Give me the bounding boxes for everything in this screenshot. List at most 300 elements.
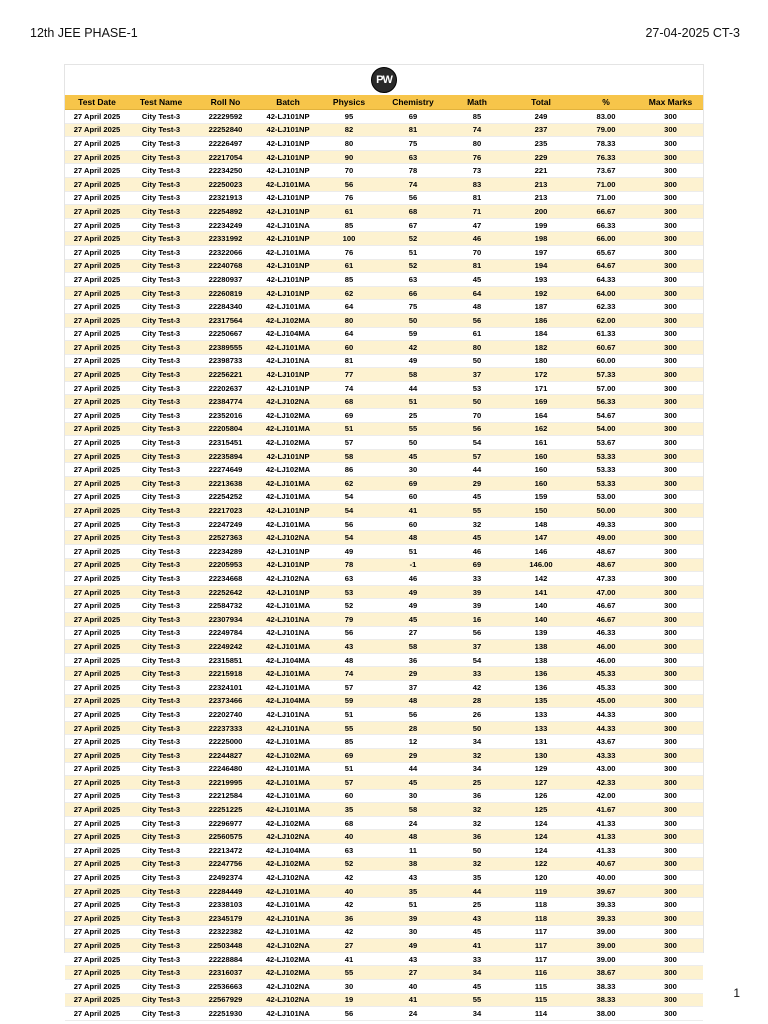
table-row: [65, 531, 703, 545]
cell-physics: 79: [318, 612, 380, 626]
cell-physics: 19: [318, 993, 380, 1007]
cell-total: 136: [508, 667, 574, 681]
cell-max-marks: 300: [638, 640, 703, 654]
cell-percent: 57.33: [574, 368, 638, 382]
cell-test-date: 27 April 2025: [65, 558, 129, 572]
cell-chemistry: 28: [380, 721, 446, 735]
cell-total: 127: [508, 776, 574, 790]
column-header-math: Math: [446, 95, 508, 110]
cell-test-date: 27 April 2025: [65, 300, 129, 314]
cell-total: 115: [508, 980, 574, 994]
cell-roll-no: 22217054: [193, 150, 258, 164]
cell-math: 47: [446, 218, 508, 232]
cell-test-name: City Test-3: [129, 123, 193, 137]
cell-math: 69: [446, 558, 508, 572]
cell-test-date: 27 April 2025: [65, 993, 129, 1007]
cell-test-date: 27 April 2025: [65, 776, 129, 790]
cell-roll-no: 22260819: [193, 286, 258, 300]
cell-total: 131: [508, 735, 574, 749]
cell-test-name: City Test-3: [129, 490, 193, 504]
cell-max-marks: 300: [638, 803, 703, 817]
cell-test-date: 27 April 2025: [65, 844, 129, 858]
cell-batch: 42-LJ102MA: [258, 313, 318, 327]
cell-batch: 42-LJ101MA: [258, 490, 318, 504]
cell-percent: 38.00: [574, 1007, 638, 1021]
cell-total: 160: [508, 463, 574, 477]
cell-total: 148: [508, 517, 574, 531]
cell-test-date: 27 April 2025: [65, 245, 129, 259]
cell-percent: 39.67: [574, 884, 638, 898]
cell-physics: 80: [318, 313, 380, 327]
cell-total: 140: [508, 599, 574, 613]
cell-math: 45: [446, 490, 508, 504]
cell-batch: 42-LJ102MA: [258, 966, 318, 980]
cell-physics: 59: [318, 694, 380, 708]
cell-percent: 49.00: [574, 531, 638, 545]
table-row: [65, 395, 703, 409]
cell-max-marks: 300: [638, 694, 703, 708]
document-date-label: 27-04-2025 CT-3: [645, 26, 740, 40]
cell-physics: 63: [318, 572, 380, 586]
cell-test-name: City Test-3: [129, 980, 193, 994]
cell-chemistry: 42: [380, 341, 446, 355]
cell-math: 61: [446, 327, 508, 341]
table-row: [65, 599, 703, 613]
cell-percent: 64.67: [574, 259, 638, 273]
cell-batch: 42-LJ102MA: [258, 952, 318, 966]
cell-test-date: 27 April 2025: [65, 789, 129, 803]
cell-total: 229: [508, 150, 574, 164]
cell-total: 140: [508, 612, 574, 626]
table-row: [65, 463, 703, 477]
table-row: [65, 218, 703, 232]
column-header-test-name: Test Name: [129, 95, 193, 110]
cell-percent: 79.00: [574, 123, 638, 137]
cell-total: 184: [508, 327, 574, 341]
cell-math: 44: [446, 463, 508, 477]
cell-math: 34: [446, 966, 508, 980]
cell-math: 56: [446, 313, 508, 327]
cell-test-date: 27 April 2025: [65, 925, 129, 939]
cell-chemistry: 35: [380, 884, 446, 898]
cell-percent: 57.00: [574, 381, 638, 395]
cell-test-date: 27 April 2025: [65, 762, 129, 776]
cell-test-name: City Test-3: [129, 341, 193, 355]
cell-percent: 46.00: [574, 640, 638, 654]
cell-roll-no: 22234250: [193, 164, 258, 178]
cell-roll-no: 22373466: [193, 694, 258, 708]
table-row: [65, 694, 703, 708]
cell-batch: 42-LJ101NA: [258, 912, 318, 926]
cell-physics: 76: [318, 245, 380, 259]
cell-test-name: City Test-3: [129, 164, 193, 178]
cell-batch: 42-LJ101MA: [258, 422, 318, 436]
column-header-batch: Batch: [258, 95, 318, 110]
cell-physics: 42: [318, 925, 380, 939]
cell-batch: 42-LJ101MA: [258, 925, 318, 939]
table-row: [65, 980, 703, 994]
cell-percent: 46.33: [574, 626, 638, 640]
cell-percent: 46.00: [574, 653, 638, 667]
cell-test-name: City Test-3: [129, 177, 193, 191]
cell-total: 116: [508, 966, 574, 980]
cell-physics: 57: [318, 680, 380, 694]
cell-test-date: 27 April 2025: [65, 490, 129, 504]
cell-chemistry: 11: [380, 844, 446, 858]
cell-total: 235: [508, 137, 574, 151]
cell-batch: 42-LJ101NP: [258, 381, 318, 395]
cell-test-date: 27 April 2025: [65, 694, 129, 708]
cell-chemistry: 81: [380, 123, 446, 137]
cell-percent: 66.00: [574, 232, 638, 246]
cell-math: 53: [446, 381, 508, 395]
cell-test-date: 27 April 2025: [65, 952, 129, 966]
cell-percent: 39.33: [574, 912, 638, 926]
cell-max-marks: 300: [638, 218, 703, 232]
cell-batch: 42-LJ101MA: [258, 477, 318, 491]
cell-percent: 40.67: [574, 857, 638, 871]
cell-max-marks: 300: [638, 762, 703, 776]
cell-chemistry: 52: [380, 259, 446, 273]
cell-chemistry: 60: [380, 517, 446, 531]
cell-test-name: City Test-3: [129, 477, 193, 491]
cell-test-date: 27 April 2025: [65, 341, 129, 355]
table-row: [65, 776, 703, 790]
cell-test-date: 27 April 2025: [65, 232, 129, 246]
cell-physics: 53: [318, 585, 380, 599]
cell-roll-no: 22250023: [193, 177, 258, 191]
cell-physics: 85: [318, 735, 380, 749]
cell-chemistry: 44: [380, 762, 446, 776]
cell-batch: 42-LJ101MA: [258, 898, 318, 912]
cell-math: 16: [446, 612, 508, 626]
cell-test-name: City Test-3: [129, 300, 193, 314]
cell-max-marks: 300: [638, 980, 703, 994]
cell-test-name: City Test-3: [129, 1007, 193, 1021]
cell-roll-no: 22213638: [193, 477, 258, 491]
cell-max-marks: 300: [638, 395, 703, 409]
table-row: [65, 436, 703, 450]
cell-test-name: City Test-3: [129, 925, 193, 939]
cell-roll-no: 22234668: [193, 572, 258, 586]
cell-math: 54: [446, 653, 508, 667]
cell-test-date: 27 April 2025: [65, 871, 129, 885]
logo-area: [65, 65, 703, 95]
cell-chemistry: 49: [380, 585, 446, 599]
cell-chemistry: 27: [380, 626, 446, 640]
cell-test-date: 27 April 2025: [65, 884, 129, 898]
cell-max-marks: 300: [638, 558, 703, 572]
cell-physics: 76: [318, 191, 380, 205]
cell-physics: 56: [318, 177, 380, 191]
cell-chemistry: 46: [380, 572, 446, 586]
cell-roll-no: 22321913: [193, 191, 258, 205]
cell-math: 34: [446, 762, 508, 776]
cell-physics: 42: [318, 871, 380, 885]
cell-total: 126: [508, 789, 574, 803]
cell-max-marks: 300: [638, 735, 703, 749]
cell-test-name: City Test-3: [129, 245, 193, 259]
cell-chemistry: 49: [380, 599, 446, 613]
cell-percent: 39.00: [574, 952, 638, 966]
cell-physics: 56: [318, 517, 380, 531]
cell-roll-no: 22244827: [193, 748, 258, 762]
cell-physics: 27: [318, 939, 380, 953]
cell-test-name: City Test-3: [129, 368, 193, 382]
cell-roll-no: 22229592: [193, 110, 258, 124]
cell-total: 118: [508, 912, 574, 926]
table-row: [65, 939, 703, 953]
cell-max-marks: 300: [638, 1007, 703, 1021]
cell-test-name: City Test-3: [129, 517, 193, 531]
cell-test-name: City Test-3: [129, 871, 193, 885]
cell-test-name: City Test-3: [129, 259, 193, 273]
cell-roll-no: 22240768: [193, 259, 258, 273]
cell-test-date: 27 April 2025: [65, 286, 129, 300]
cell-test-date: 27 April 2025: [65, 708, 129, 722]
cell-chemistry: 30: [380, 463, 446, 477]
cell-total: 114: [508, 1007, 574, 1021]
cell-physics: 36: [318, 912, 380, 926]
cell-max-marks: 300: [638, 952, 703, 966]
cell-chemistry: 24: [380, 816, 446, 830]
cell-roll-no: 22202637: [193, 381, 258, 395]
cell-max-marks: 300: [638, 993, 703, 1007]
cell-physics: 60: [318, 789, 380, 803]
cell-physics: 55: [318, 966, 380, 980]
cell-total: 125: [508, 803, 574, 817]
cell-batch: 42-LJ101MA: [258, 680, 318, 694]
cell-math: 32: [446, 816, 508, 830]
cell-roll-no: 22251930: [193, 1007, 258, 1021]
cell-physics: 43: [318, 640, 380, 654]
cell-batch: 42-LJ101NP: [258, 137, 318, 151]
cell-total: 169: [508, 395, 574, 409]
cell-physics: 64: [318, 300, 380, 314]
table-row: [65, 952, 703, 966]
cell-test-name: City Test-3: [129, 436, 193, 450]
cell-test-date: 27 April 2025: [65, 830, 129, 844]
cell-percent: 48.67: [574, 545, 638, 559]
cell-percent: 50.00: [574, 504, 638, 518]
cell-math: 50: [446, 354, 508, 368]
cell-test-name: City Test-3: [129, 572, 193, 586]
cell-max-marks: 300: [638, 531, 703, 545]
cell-test-date: 27 April 2025: [65, 1007, 129, 1021]
cell-roll-no: 22202740: [193, 708, 258, 722]
table-header-row: [65, 95, 703, 110]
document-title: 12th JEE PHASE-1: [30, 26, 138, 40]
cell-total: 124: [508, 844, 574, 858]
table-row: [65, 558, 703, 572]
cell-max-marks: 300: [638, 939, 703, 953]
cell-test-name: City Test-3: [129, 721, 193, 735]
cell-percent: 53.33: [574, 463, 638, 477]
table-row: [65, 884, 703, 898]
cell-math: 71: [446, 205, 508, 219]
table-row: [65, 857, 703, 871]
cell-total: 160: [508, 449, 574, 463]
cell-test-date: 27 April 2025: [65, 653, 129, 667]
results-table: [65, 95, 703, 1021]
cell-percent: 53.33: [574, 477, 638, 491]
cell-physics: 85: [318, 273, 380, 287]
cell-test-name: City Test-3: [129, 599, 193, 613]
cell-total: 120: [508, 871, 574, 885]
cell-total: 146: [508, 545, 574, 559]
cell-test-name: City Test-3: [129, 531, 193, 545]
cell-total: 172: [508, 368, 574, 382]
cell-physics: 62: [318, 286, 380, 300]
cell-max-marks: 300: [638, 259, 703, 273]
cell-roll-no: 22249784: [193, 626, 258, 640]
cell-physics: 40: [318, 830, 380, 844]
cell-test-name: City Test-3: [129, 708, 193, 722]
table-row: [65, 653, 703, 667]
cell-test-date: 27 April 2025: [65, 640, 129, 654]
cell-roll-no: 22251225: [193, 803, 258, 817]
cell-test-date: 27 April 2025: [65, 748, 129, 762]
cell-batch: 42-LJ101NP: [258, 150, 318, 164]
cell-test-date: 27 April 2025: [65, 898, 129, 912]
cell-max-marks: 300: [638, 789, 703, 803]
cell-physics: 52: [318, 599, 380, 613]
cell-max-marks: 300: [638, 436, 703, 450]
cell-total: 221: [508, 164, 574, 178]
cell-chemistry: 52: [380, 232, 446, 246]
cell-batch: 42-LJ101NA: [258, 708, 318, 722]
cell-max-marks: 300: [638, 245, 703, 259]
cell-batch: 42-LJ102NA: [258, 395, 318, 409]
cell-math: 70: [446, 409, 508, 423]
cell-physics: 90: [318, 150, 380, 164]
cell-max-marks: 300: [638, 816, 703, 830]
cell-test-date: 27 April 2025: [65, 626, 129, 640]
cell-max-marks: 300: [638, 191, 703, 205]
column-header-test-date: Test Date: [65, 95, 129, 110]
cell-max-marks: 300: [638, 368, 703, 382]
table-row: [65, 585, 703, 599]
cell-test-name: City Test-3: [129, 898, 193, 912]
cell-roll-no: 22536663: [193, 980, 258, 994]
cell-physics: 62: [318, 477, 380, 491]
cell-max-marks: 300: [638, 912, 703, 926]
cell-math: 81: [446, 191, 508, 205]
table-row: [65, 966, 703, 980]
cell-math: 50: [446, 395, 508, 409]
cell-total: 130: [508, 748, 574, 762]
cell-total: 160: [508, 477, 574, 491]
cell-physics: 63: [318, 844, 380, 858]
cell-total: 194: [508, 259, 574, 273]
cell-roll-no: 22316037: [193, 966, 258, 980]
cell-max-marks: 300: [638, 966, 703, 980]
cell-test-date: 27 April 2025: [65, 721, 129, 735]
cell-percent: 44.33: [574, 708, 638, 722]
cell-math: 25: [446, 776, 508, 790]
cell-roll-no: 22274649: [193, 463, 258, 477]
table-row: [65, 205, 703, 219]
table-row: [65, 1007, 703, 1021]
cell-math: 36: [446, 830, 508, 844]
cell-test-date: 27 April 2025: [65, 545, 129, 559]
cell-math: 85: [446, 110, 508, 124]
cell-physics: 56: [318, 1007, 380, 1021]
table-row: [65, 871, 703, 885]
cell-max-marks: 300: [638, 517, 703, 531]
cell-total: 171: [508, 381, 574, 395]
cell-total: 199: [508, 218, 574, 232]
cell-percent: 39.33: [574, 898, 638, 912]
cell-chemistry: 78: [380, 164, 446, 178]
cell-test-name: City Test-3: [129, 422, 193, 436]
cell-math: 39: [446, 585, 508, 599]
cell-roll-no: 22492374: [193, 871, 258, 885]
cell-total: 237: [508, 123, 574, 137]
cell-batch: 42-LJ101NP: [258, 164, 318, 178]
cell-total: 161: [508, 436, 574, 450]
cell-physics: 57: [318, 776, 380, 790]
cell-roll-no: 22226497: [193, 137, 258, 151]
cell-total: 162: [508, 422, 574, 436]
cell-roll-no: 22247249: [193, 517, 258, 531]
cell-math: 32: [446, 517, 508, 531]
cell-batch: 42-LJ102MA: [258, 409, 318, 423]
cell-batch: 42-LJ101NP: [258, 585, 318, 599]
cell-roll-no: 22527363: [193, 531, 258, 545]
cell-batch: 42-LJ101MA: [258, 245, 318, 259]
cell-roll-no: 22352016: [193, 409, 258, 423]
table-row: [65, 830, 703, 844]
cell-physics: 68: [318, 395, 380, 409]
cell-chemistry: 58: [380, 640, 446, 654]
cell-max-marks: 300: [638, 273, 703, 287]
cell-test-name: City Test-3: [129, 993, 193, 1007]
cell-physics: 70: [318, 164, 380, 178]
cell-percent: 38.33: [574, 980, 638, 994]
cell-chemistry: 44: [380, 381, 446, 395]
cell-total: 138: [508, 640, 574, 654]
cell-physics: 42: [318, 898, 380, 912]
cell-physics: 60: [318, 341, 380, 355]
cell-math: 54: [446, 436, 508, 450]
cell-test-name: City Test-3: [129, 830, 193, 844]
cell-test-name: City Test-3: [129, 558, 193, 572]
cell-batch: 42-LJ101NA: [258, 218, 318, 232]
cell-batch: 42-LJ102MA: [258, 463, 318, 477]
table-row: [65, 844, 703, 858]
cell-math: 26: [446, 708, 508, 722]
cell-percent: 38.33: [574, 993, 638, 1007]
cell-math: 28: [446, 694, 508, 708]
cell-percent: 39.00: [574, 925, 638, 939]
cell-test-name: City Test-3: [129, 449, 193, 463]
cell-test-name: City Test-3: [129, 816, 193, 830]
cell-total: 187: [508, 300, 574, 314]
cell-chemistry: 60: [380, 490, 446, 504]
results-sheet: [64, 64, 704, 1018]
cell-max-marks: 300: [638, 504, 703, 518]
cell-test-date: 27 April 2025: [65, 612, 129, 626]
cell-chemistry: 30: [380, 789, 446, 803]
cell-physics: 58: [318, 449, 380, 463]
cell-test-date: 27 April 2025: [65, 980, 129, 994]
cell-roll-no: 22398733: [193, 354, 258, 368]
cell-test-date: 27 April 2025: [65, 735, 129, 749]
cell-chemistry: 50: [380, 313, 446, 327]
cell-batch: 42-LJ104MA: [258, 694, 318, 708]
column-header-max-marks: Max Marks: [638, 95, 703, 110]
